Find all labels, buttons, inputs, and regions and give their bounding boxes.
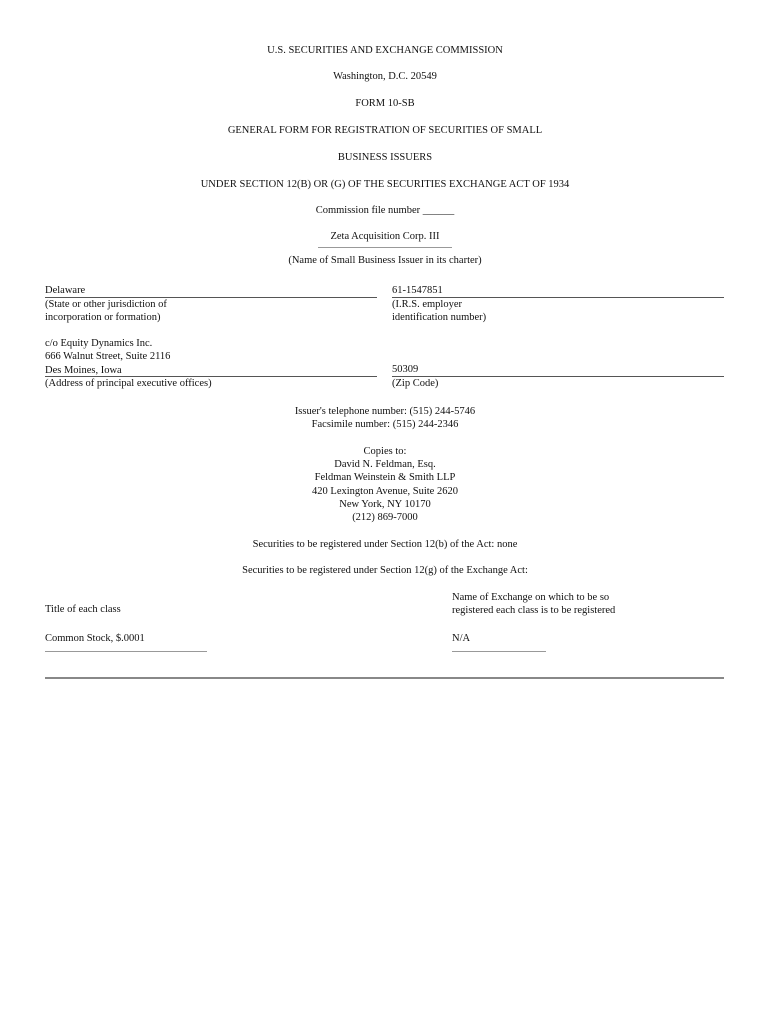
commission-location: Washington, D.C. 20549 [333,71,437,82]
section-12b: Securities to be registered under Section 12(b) of the Act: none [252,539,518,550]
telephone-number: Issuer's telephone number: (515) 244-5746 [294,406,476,417]
commission-file-number: Commission file number ______ [315,205,455,216]
facsimile-number: Facsimile number: (515) 244-2346 [311,419,459,430]
state-caption-line1: (State or other jurisdiction of [45,299,167,310]
irs-caption-line1: (I.R.S. employer [392,299,462,310]
copies-city: New York, NY 10170 [339,499,431,510]
zip-underline [392,376,724,377]
issuer-name: Zeta Acquisition Corp. III [330,231,440,242]
section-12g: Securities to be registered under Section 12(g) of the Exchange Act: [242,565,528,576]
under-section: UNDER SECTION 12(B) OR (G) OF THE SECURITIES EXCHANGE ACT OF 1934 [200,179,570,190]
general-form-line1: GENERAL FORM FOR REGISTRATION OF SECURITIES OF SMALL [227,125,543,136]
class-value: Common Stock, $.0001 [45,633,145,644]
copies-street: 420 Lexington Avenue, Suite 2620 [312,486,458,497]
commission-title: U.S. SECURITIES AND EXCHANGE COMMISSION [267,45,503,56]
address-underline [45,376,377,377]
zip-caption: (Zip Code) [392,378,439,389]
exchange-value: N/A [452,633,471,644]
issuer-name-underline [318,247,452,248]
copies-name: David N. Feldman, Esq. [334,459,436,470]
title-header: Title of each class [45,604,121,615]
address-block [45,337,170,377]
irs-caption-line2: identification number) [392,312,487,324]
copies-heading: Copies to: [363,446,407,457]
issuer-name-caption: (Name of Small Business Issuer in its charter) [288,255,482,266]
form-name: FORM 10-SB [355,98,415,109]
state-value: Delaware [45,285,86,296]
section-divider [45,677,724,679]
zip-value: 50309 [392,364,419,375]
address-line1: c/o Equity Dynamics Inc. [45,338,153,349]
copies-firm: Feldman Weinstein & Smith LLP [314,472,456,483]
copies-phone: (212) 869-7000 [352,512,418,523]
exchange-header-line2: registered each class is to be registered [452,605,616,617]
general-form-line2: BUSINESS ISSUERS [337,152,433,163]
state-caption-line2: incorporation or formation) [45,312,161,324]
exchange-underline [452,651,546,652]
irs-value: 61-1547851 [392,285,443,296]
exchange-header-line1: Name of Exchange on which to be so [452,592,610,603]
class-underline [45,651,207,652]
address-line2: 666 Walnut Street, Suite 2116 [45,351,171,363]
exchange-header [452,591,615,618]
address-line3: Des Moines, Iowa [45,364,122,376]
irs-caption [392,298,486,325]
address-caption: (Address of principal executive offices) [45,378,212,389]
state-caption [45,298,167,325]
